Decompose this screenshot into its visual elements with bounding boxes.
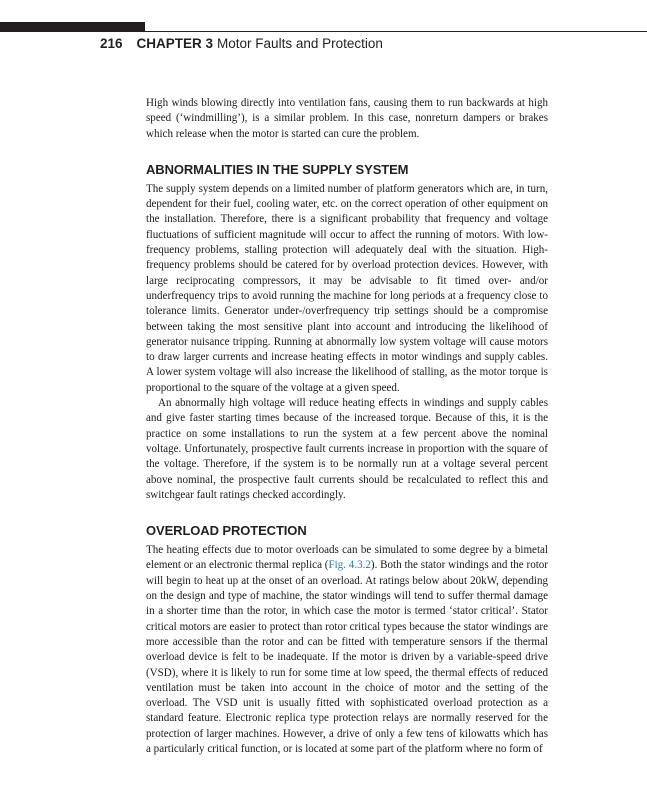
heading-abnormalities: ABNORMALITIES IN THE SUPPLY SYSTEM: [146, 161, 409, 177]
overload-text-before: The heating effects due to motor overloads can be simulated to some degree by a bimetal element or an electronic thermal replica (: [146, 544, 548, 572]
chapter-label: CHAPTER 3: [136, 36, 214, 51]
header-rule: [145, 31, 647, 32]
paragraph-supply-2: An abnormally high voltage will reduce heating effects in windings and supply cables and give faster starting times because of the increased torque. Because of this, it is the practice on some installations to run the system at a few percent above the nominal voltage. Unfortunately, prospective fault currents increase in proportion with the square of the voltage. Therefore, if the system is to be normally run at a voltage several percent above nominal, the prospective fault currents should be recalculated to reflect this and switchgear fault ratings checked accordingly.: [146, 397, 548, 501]
running-head: [100, 36, 383, 52]
page-body: [146, 96, 548, 757]
page-number: 216: [100, 36, 123, 51]
overload-text-after: ). Both the stator windings and the rotor will begin to heat up at the onset of an overload. At ratings below about 20kW, depending on the design and type of machine, the stator windings will tend to suffer thermal damage in a shorter time than the rotor, in which case the motor is termed ‘stator critical’. Stator critical motors are easier to protect than rotor critical types because the stator windings are more accessible than the rotor and can be fitted with temperature sensors if the thermal overload device is felt to be inadequate. If the motor is driven by a variable-speed drive (VSD), where it is likely to run for some time at low speed, the thermal effects of reduced ventilation must be taken into account in the choice of motor and the setting of the overload. The VSD unit is usually fitted with sophisticated overload protection as a standard feature. Electronic replica type protection relays are normally reserved for the protection of larger machines. However, a drive of only a few tens of kilowatts which has a particularly critical function, or is located at some part of the platform where no form of: [146, 559, 548, 755]
paragraph-overload: [146, 543, 548, 757]
figure-reference-link[interactable]: Fig. 4.3.2: [328, 559, 371, 572]
heading-overload: OVERLOAD PROTECTION: [146, 523, 307, 539]
paragraph-supply-1: The supply system depends on a limited number of platform generators which are, in turn, dependent for their fuel, cooling water, etc. on the correct operation of other equipment on the installation. Therefore, there is a significant probability that frequency and voltage fluctuations of sufficient magnitude will occur to affect the running of motors. With low-frequency problems, stalling protection will adequately deal with the situation. High-frequency problems should be catered for by overload protection devices. However, with large reciprocating compressors, it may be advisable to fit timed over- and/or underfrequency trips to avoid running the machine for long periods at a frequency close to tolerance limits. Generator under-/overfrequency trip settings should be a compromise between taking the most sensitive plant into account and introducing the likelihood of generator nuisance tripping. Running at abnormally low system voltage will cause motors to draw larger currents and increase heating effects in motor windings and supply cables. A lower system voltage will also increase the likelihood of stalling, as the motor torque is proportional to the square of the voltage at a given speed.: [146, 182, 548, 394]
header-bar: [0, 22, 145, 32]
paragraph-windmilling: High winds blowing directly into ventilation fans, causing them to run backwards at high speed (‘windmilling’), is a similar problem. In this case, nonreturn dampers or brakes which release when the motor is started can cure the problem.: [146, 97, 548, 140]
chapter-title: Motor Faults and Protection: [217, 36, 383, 51]
